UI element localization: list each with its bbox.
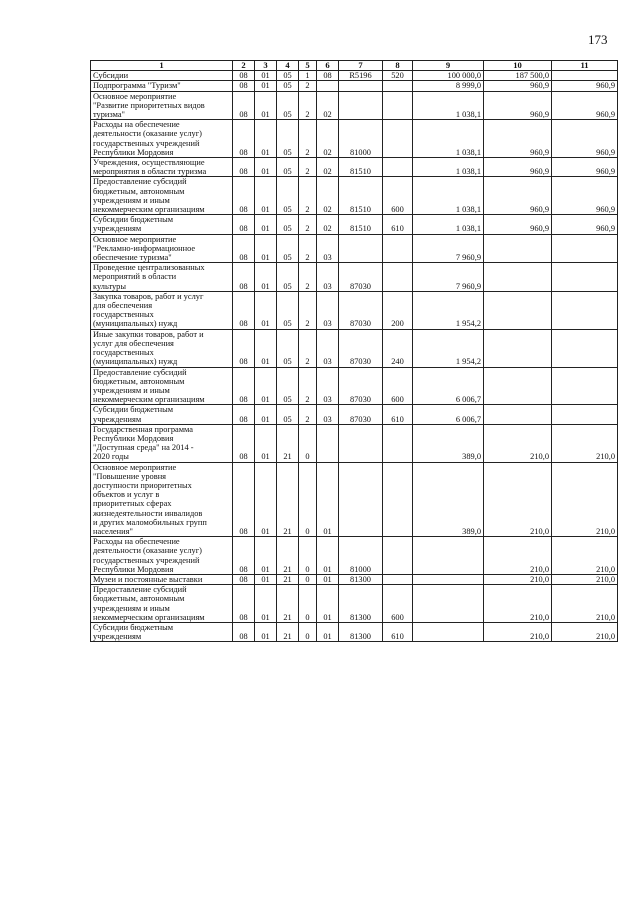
table-cell: 03 [317, 234, 339, 263]
column-header: 6 [317, 61, 339, 71]
table-cell: 05 [277, 81, 299, 91]
table-cell: 01 [255, 585, 277, 623]
table-cell: 08 [233, 405, 255, 424]
page-number: 173 [588, 32, 608, 47]
row-name-cell: Расходы на обеспечение деятельности (оказание услуг) государственных учреждений Республики Мордовия [91, 537, 233, 575]
table-cell [339, 81, 383, 91]
table-cell: 05 [277, 215, 299, 234]
table-cell: 210,0 [552, 537, 618, 575]
table-cell: 05 [277, 71, 299, 81]
table-cell: 2 [299, 81, 317, 91]
table-cell: 08 [233, 585, 255, 623]
table-cell: 0 [299, 585, 317, 623]
row-name-cell: Субсидии [91, 71, 233, 81]
table-cell: 520 [383, 71, 413, 81]
table-cell: 01 [255, 177, 277, 215]
table-row [91, 622, 618, 641]
table-cell [383, 537, 413, 575]
table-cell: 21 [277, 462, 299, 537]
table-cell: 05 [277, 263, 299, 292]
table-cell: 210,0 [552, 574, 618, 584]
table-cell [484, 291, 552, 329]
table-row [91, 120, 618, 158]
table-cell: 81300 [339, 585, 383, 623]
table-cell: 05 [277, 367, 299, 405]
table-cell: 960,9 [484, 215, 552, 234]
table-cell [413, 537, 484, 575]
row-name-cell: Предоставление субсидий бюджетным, автономным учреждениям и иным некоммерческим организациям [91, 367, 233, 405]
table-cell: 1 954,2 [413, 291, 484, 329]
table-cell: 02 [317, 120, 339, 158]
table-cell [413, 574, 484, 584]
table-cell: 960,9 [484, 91, 552, 120]
table-row [91, 71, 618, 81]
table-cell: 02 [317, 158, 339, 177]
table-cell: 960,9 [552, 91, 618, 120]
table-cell: 1 038,1 [413, 120, 484, 158]
row-name-cell: Расходы на обеспечение деятельности (оказание услуг) государственных учреждений Республики Мордовия [91, 120, 233, 158]
table-cell: 08 [233, 367, 255, 405]
table-row [91, 424, 618, 462]
row-name-cell: Предоставление субсидий бюджетным, автономным учреждениям и иным некоммерческим организациям [91, 177, 233, 215]
table-cell [339, 91, 383, 120]
table-cell: 0 [299, 574, 317, 584]
table-cell: 210,0 [552, 462, 618, 537]
table-cell: 2 [299, 158, 317, 177]
table-cell: 08 [233, 329, 255, 367]
table-cell: 2 [299, 367, 317, 405]
column-header: 10 [484, 61, 552, 71]
table-cell [552, 367, 618, 405]
table-cell: 01 [255, 405, 277, 424]
table-cell [339, 462, 383, 537]
table-cell: 01 [255, 462, 277, 537]
table-cell: 600 [383, 585, 413, 623]
table-cell: 08 [233, 537, 255, 575]
table-cell: 05 [277, 291, 299, 329]
table-cell: 01 [255, 215, 277, 234]
table-cell [339, 424, 383, 462]
table-cell: 01 [317, 622, 339, 641]
table-cell: 81510 [339, 215, 383, 234]
table-cell: 05 [277, 405, 299, 424]
table-cell: 210,0 [484, 574, 552, 584]
table-cell [552, 263, 618, 292]
table-cell: 01 [255, 120, 277, 158]
table-cell: 2 [299, 177, 317, 215]
column-header: 7 [339, 61, 383, 71]
table-cell: 01 [255, 367, 277, 405]
table-cell [552, 291, 618, 329]
table-cell: 8 999,0 [413, 81, 484, 91]
table-cell: 08 [233, 263, 255, 292]
table-cell: 05 [277, 234, 299, 263]
table-cell: 03 [317, 263, 339, 292]
table-cell: 389,0 [413, 424, 484, 462]
table-cell: 08 [233, 622, 255, 641]
table-cell: 01 [255, 263, 277, 292]
table-cell: 187 500,0 [484, 71, 552, 81]
table-cell: 01 [317, 537, 339, 575]
row-name-cell: Субсидии бюджетным учреждениям [91, 405, 233, 424]
table-cell: 21 [277, 622, 299, 641]
table-header-row [91, 61, 618, 71]
table-cell: 960,9 [552, 215, 618, 234]
table-cell [317, 424, 339, 462]
table-cell: 0 [299, 622, 317, 641]
table-cell: 1 038,1 [413, 215, 484, 234]
table-cell: 21 [277, 574, 299, 584]
table-cell [484, 405, 552, 424]
budget-table [90, 60, 618, 642]
table-cell: 610 [383, 405, 413, 424]
table-cell: 1 954,2 [413, 329, 484, 367]
column-header: 9 [413, 61, 484, 71]
table-cell: 08 [233, 424, 255, 462]
table-row [91, 234, 618, 263]
table-cell [484, 367, 552, 405]
column-header: 3 [255, 61, 277, 71]
table-cell: 1 038,1 [413, 158, 484, 177]
table-cell: 960,9 [484, 81, 552, 91]
column-header: 11 [552, 61, 618, 71]
table-cell: 81300 [339, 622, 383, 641]
table-cell: 05 [277, 158, 299, 177]
table-cell: 210,0 [552, 424, 618, 462]
column-header: 4 [277, 61, 299, 71]
table-cell: 08 [233, 291, 255, 329]
table-row [91, 585, 618, 623]
table-cell: 01 [255, 81, 277, 91]
row-name-cell: Субсидии бюджетным учреждениям [91, 622, 233, 641]
table-cell: 600 [383, 177, 413, 215]
row-name-cell: Основное мероприятие "Рекламно-информационное обеспечение туризма" [91, 234, 233, 263]
table-cell [484, 329, 552, 367]
table-cell: 210,0 [484, 537, 552, 575]
table-cell: 960,9 [484, 177, 552, 215]
table-cell: 0 [299, 462, 317, 537]
table-cell [383, 263, 413, 292]
table-cell [383, 234, 413, 263]
table-cell: 960,9 [484, 120, 552, 158]
table-cell: 87030 [339, 367, 383, 405]
table-row [91, 574, 618, 584]
table-cell: 87030 [339, 405, 383, 424]
table-cell: 87030 [339, 329, 383, 367]
table-cell [383, 574, 413, 584]
column-header: 8 [383, 61, 413, 71]
table-cell: 08 [233, 234, 255, 263]
table-cell [339, 234, 383, 263]
row-name-cell: Проведение централизованных мероприятий в области культуры [91, 263, 233, 292]
row-name-cell: Государственная программа Республики Мордовия "Доступная среда" на 2014 - 2020 годы [91, 424, 233, 462]
table-cell: 210,0 [484, 462, 552, 537]
table-cell: 210,0 [484, 585, 552, 623]
table-cell: 01 [255, 158, 277, 177]
row-name-cell: Субсидии бюджетным учреждениям [91, 215, 233, 234]
table-cell: 81510 [339, 177, 383, 215]
table-cell: R5196 [339, 71, 383, 81]
table-cell: 7 960,9 [413, 234, 484, 263]
table-cell: 210,0 [552, 622, 618, 641]
table-cell: 2 [299, 291, 317, 329]
row-name-cell: Подпрограмма "Туризм" [91, 81, 233, 91]
table-cell: 960,9 [552, 81, 618, 91]
table-row [91, 367, 618, 405]
table-cell [552, 329, 618, 367]
table-row [91, 263, 618, 292]
table-cell [552, 234, 618, 263]
table-cell [383, 424, 413, 462]
table-cell: 01 [255, 424, 277, 462]
table-cell [383, 462, 413, 537]
table-cell: 960,9 [552, 158, 618, 177]
table-cell: 05 [277, 329, 299, 367]
table-row [91, 462, 618, 537]
table-cell: 610 [383, 215, 413, 234]
table-cell: 2 [299, 234, 317, 263]
row-name-cell: Закупка товаров, работ и услуг для обеспечения государственных (муниципальных) нужд [91, 291, 233, 329]
table-cell: 01 [255, 234, 277, 263]
table-cell: 01 [255, 574, 277, 584]
table-cell: 03 [317, 367, 339, 405]
table-cell [383, 81, 413, 91]
table-cell: 02 [317, 91, 339, 120]
table-cell: 21 [277, 424, 299, 462]
table-cell: 610 [383, 622, 413, 641]
table-cell: 05 [277, 177, 299, 215]
table-cell: 08 [233, 215, 255, 234]
table-cell: 01 [255, 91, 277, 120]
table-cell: 2 [299, 263, 317, 292]
table-cell [383, 91, 413, 120]
table-cell: 960,9 [552, 120, 618, 158]
table-cell [317, 81, 339, 91]
table-cell: 08 [233, 91, 255, 120]
column-header: 2 [233, 61, 255, 71]
table-cell: 389,0 [413, 462, 484, 537]
column-header: 1 [91, 61, 233, 71]
table-cell: 81510 [339, 158, 383, 177]
table-cell [413, 585, 484, 623]
table-cell [484, 263, 552, 292]
table-cell: 2 [299, 329, 317, 367]
table-cell: 81000 [339, 537, 383, 575]
table-cell: 81300 [339, 574, 383, 584]
table-cell [383, 120, 413, 158]
table-row [91, 158, 618, 177]
table-cell: 08 [233, 158, 255, 177]
table-cell: 2 [299, 91, 317, 120]
table-row [91, 537, 618, 575]
table-cell: 21 [277, 585, 299, 623]
table-cell: 81000 [339, 120, 383, 158]
table-cell: 01 [255, 622, 277, 641]
table-cell: 05 [277, 91, 299, 120]
table-cell: 960,9 [552, 177, 618, 215]
table-cell: 87030 [339, 263, 383, 292]
table-cell: 02 [317, 215, 339, 234]
table-cell: 05 [277, 120, 299, 158]
table-cell: 960,9 [484, 158, 552, 177]
table-row [91, 91, 618, 120]
table-cell: 210,0 [484, 622, 552, 641]
table-cell: 240 [383, 329, 413, 367]
table-row [91, 81, 618, 91]
column-header: 5 [299, 61, 317, 71]
table-cell: 6 006,7 [413, 405, 484, 424]
table-cell [552, 71, 618, 81]
table-cell: 08 [233, 462, 255, 537]
table-cell: 01 [255, 537, 277, 575]
table-cell: 02 [317, 177, 339, 215]
table-cell: 08 [233, 81, 255, 91]
row-name-cell: Иные закупки товаров, работ и услуг для обеспечения государственных (муниципальных) нужд [91, 329, 233, 367]
table-row [91, 177, 618, 215]
table-cell: 2 [299, 215, 317, 234]
table-cell: 210,0 [552, 585, 618, 623]
table-cell: 600 [383, 367, 413, 405]
table-row [91, 329, 618, 367]
table-cell [552, 405, 618, 424]
table-row [91, 405, 618, 424]
table-cell [484, 234, 552, 263]
row-name-cell: Основное мероприятие "Развитие приоритетных видов туризма" [91, 91, 233, 120]
table-cell: 1 038,1 [413, 91, 484, 120]
table-cell: 08 [233, 71, 255, 81]
table-cell [413, 622, 484, 641]
table-cell: 1 038,1 [413, 177, 484, 215]
row-name-cell: Учреждения, осуществляющие мероприятия в области туризма [91, 158, 233, 177]
row-name-cell: Музеи и постоянные выставки [91, 574, 233, 584]
table-cell: 08 [317, 71, 339, 81]
row-name-cell: Предоставление субсидий бюджетным, автономным учреждениям и иным некоммерческим организациям [91, 585, 233, 623]
table-cell: 01 [255, 329, 277, 367]
table-cell: 08 [233, 574, 255, 584]
table-row [91, 215, 618, 234]
table-cell: 03 [317, 405, 339, 424]
table-row [91, 291, 618, 329]
table-cell: 0 [299, 424, 317, 462]
table-cell: 03 [317, 329, 339, 367]
row-name-cell: Основное мероприятие "Повышение уровня доступности приоритетных объектов и услуг в приоритетных сферах жизнедеятельности инвалидов и других маломобильных групп населения" [91, 462, 233, 537]
table-cell: 200 [383, 291, 413, 329]
table-cell: 87030 [339, 291, 383, 329]
table-cell: 01 [255, 291, 277, 329]
table-cell: 0 [299, 537, 317, 575]
table-cell: 08 [233, 120, 255, 158]
table-cell: 2 [299, 405, 317, 424]
table-cell: 01 [317, 462, 339, 537]
table-cell: 1 [299, 71, 317, 81]
table-cell: 01 [317, 574, 339, 584]
table-cell: 2 [299, 120, 317, 158]
table-cell: 6 006,7 [413, 367, 484, 405]
table-cell: 7 960,9 [413, 263, 484, 292]
table-cell: 210,0 [484, 424, 552, 462]
table-cell: 100 000,0 [413, 71, 484, 81]
table-cell: 01 [255, 71, 277, 81]
table-cell [383, 158, 413, 177]
table-cell: 01 [317, 585, 339, 623]
table-cell: 21 [277, 537, 299, 575]
table-cell: 08 [233, 177, 255, 215]
table-cell: 03 [317, 291, 339, 329]
